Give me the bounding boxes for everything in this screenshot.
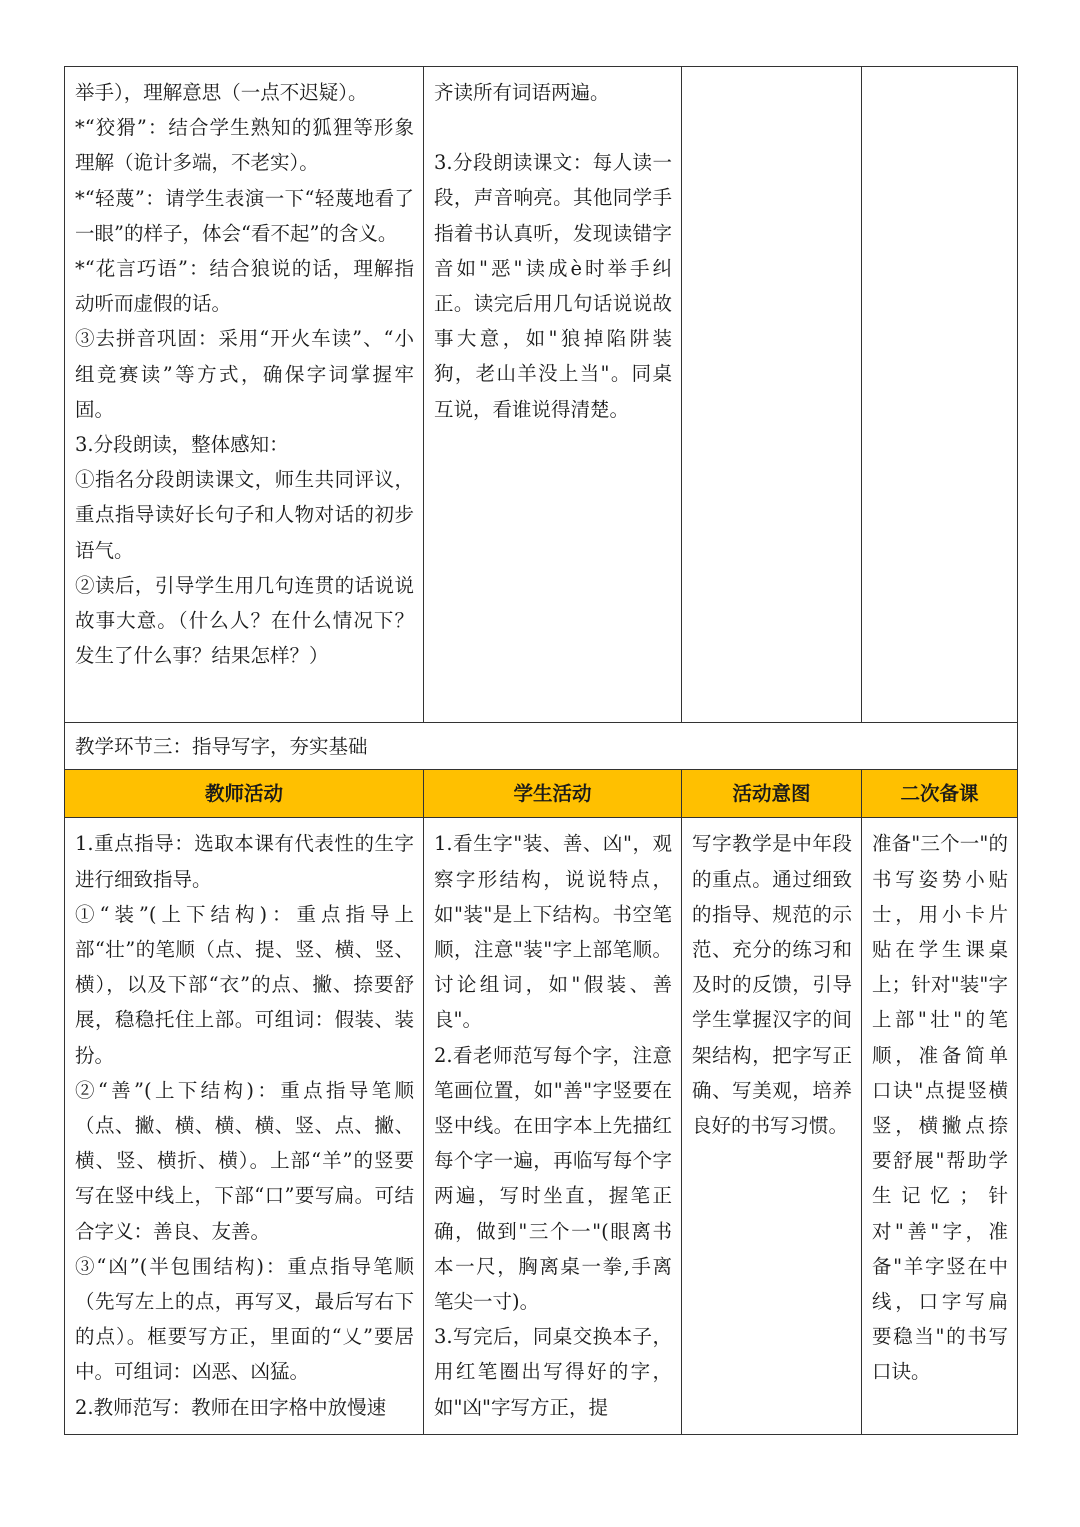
paragraph: 1.重点指导：选取本课有代表性的生字进行细致指导。 [75,832,414,891]
header-activity-intent: 活动意图 [682,770,862,818]
table-row [65,818,1018,1435]
paragraph: 3.写完后，同桌交换本子，用红笔圈出写得好的字，如"凶"字写方正，提 [434,1325,672,1419]
student-activity-cell [424,818,682,1435]
paragraph: 齐读所有词语两遍。 [434,81,610,104]
student-activity-cell [424,67,682,723]
header-row [65,770,1018,818]
paragraph: 3.分段朗读课文：每人读一段，声音响亮。其他同学手指着书认真听，发现读错字音如"恶"读成è时举手纠正。读完后用几句话说说故事大意，如"狼掉陷阱装狗，老山羊没上当"。同桌互说，看谁说得清楚。 [434,151,672,421]
activity-intent-cell [682,67,862,723]
paragraph: *“轻蔑”：请学生表演一下“轻蔑地看了一眼”的样子，体会“看不起”的含义。 [75,186,414,245]
paragraph: ①“装”(上下结构)：重点指导上部“壮”的笔顺（点、提、竖、横、竖、横），以及下部“衣”的点、撇、捺要舒展，稳稳托住上部。可组词：假装、装扮。 [75,902,414,1067]
paragraph: 3.分段朗读，整体感知： [75,433,289,457]
teacher-activity-cell [65,818,424,1435]
teacher-activity-cell [65,67,424,723]
header-second-prep: 二次备课 [862,770,1018,818]
paragraph: ②读后，引导学生用几句连贯的话说说故事大意。（什么人？在什么情况下？发生了什么事？结果怎样？） [75,573,414,668]
paragraph: *“花言巧语”：结合狼说的话，理解指动听而虚假的话。 [75,257,414,316]
paragraph: 2.看老师范写每个字，注意笔画位置，如"善"字竖要在竖中线。在田字本上先描红每个字一遍，再临写每个字两遍，写时坐直，握笔正确，做到"三个一"(眼离书本一尺，胸离桌一拳,手离笔尖一寸)。 [434,1043,672,1314]
table-row [65,67,1018,723]
paragraph: *“狡猾”：结合学生熟知的狐狸等形象理解（诡计多端，不老实）。 [75,116,414,175]
second-prep-cell: 准备"三个一"的书写姿势小贴士，用小卡片贴在学生课桌上；针对"装"字上部"壮"的笔顺，准备简单口诀"点提竖横竖，横撇点捺要舒展"帮助学生记忆；针对"善"字，准备"羊字竖在中线，口字写扁要稳当"的书写口诀。 [862,818,1018,1435]
second-prep-cell [862,67,1018,723]
lesson-plan-table [64,66,1018,1435]
blank-line [434,110,672,145]
paragraph: ②“善”(上下结构)：重点指导笔顺（点、撇、横、横、横、竖、点、撇、横、竖、横折、横）。上部“羊”的竖要写在竖中线上，下部“口”要写扁。可结合字义：善良、友善。 [75,1078,414,1243]
header-student-activity: 学生活动 [424,770,682,818]
paragraph: 2.教师范写：教师在田字格中放慢速 [75,1395,387,1419]
paragraph: 1.看生字"装、善、凶"，观察字形结构，说说特点，如"装"是上下结构。书空笔顺，注意"装"字上部笔顺。讨论组词，如"假装、善良"。 [434,832,672,1032]
activity-intent-cell: 写字教学是中年段的重点。通过细致的指导、规范的示范、充分的练习和及时的反馈，引导学生掌握汉字的间架结构，把字写正确、写美观，培养良好的书写习惯。 [682,818,862,1435]
header-teacher-activity: 教师活动 [65,770,424,818]
paragraph: ③“凶”(半包围结构)：重点指导笔顺（先写左上的点，再写叉，最后写右下的点）。框要写方正，里面的“乂”要居中。可组词：凶恶、凶猛。 [75,1254,414,1384]
paragraph: ①指名分段朗读课文，师生共同评议，重点指导读好长句子和人物对话的初步语气。 [75,468,414,562]
section-row [65,723,1018,770]
paragraph: ③去拼音巩固：采用“开火车读”、“小组竞赛读”等方式，确保字词掌握牢固。 [75,327,414,421]
paragraph: 举手），理解意思（一点不迟疑）。 [75,81,368,104]
section-title: 教学环节三：指导写字，夯实基础 [65,723,1018,770]
